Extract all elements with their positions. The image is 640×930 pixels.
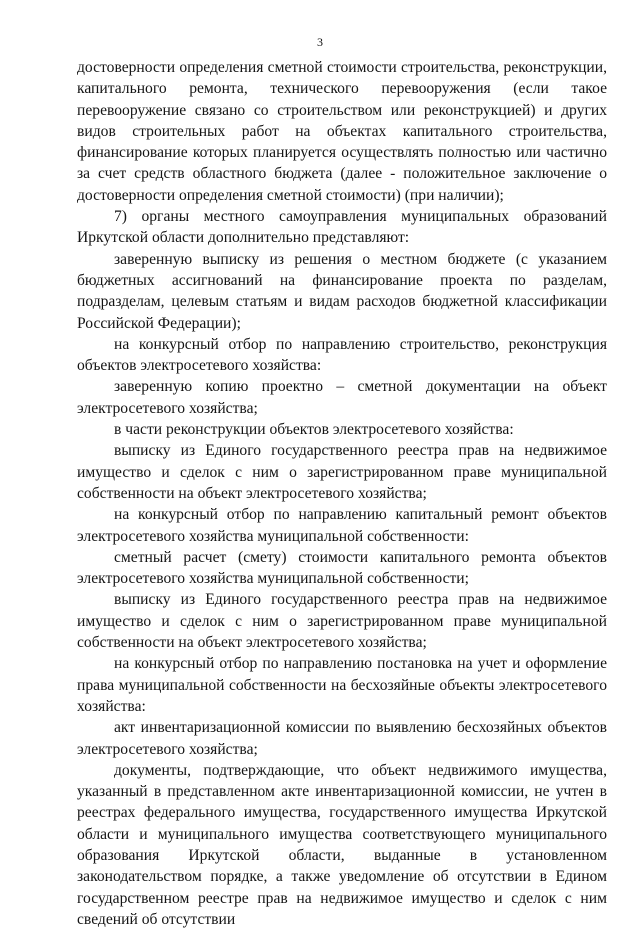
paragraph-inventory-act: акт инвентаризационной комиссии по выявлению бесхозяйных объектов электросетевого хозяйства; bbox=[77, 719, 607, 758]
paragraph-estimate-calculation: сметный расчет (смету) стоимости капитального ремонта объектов электросетевого хозяйства муниципальной собственности; bbox=[77, 548, 607, 588]
paragraph-item-7: 7) органы местного самоуправления муниципальных образований Иркутской области дополнительно представляют: bbox=[77, 208, 607, 247]
document-body bbox=[77, 57, 607, 930]
paragraph-budget-extract: заверенную выписку из решения о местном бюджете (с указанием бюджетных ассигнований на финансирование проекта по разделам, подразделам, целевым статьям и видам расходов бюджетной классификации Российской Федерации); bbox=[77, 250, 607, 332]
paragraph-ownerless-registration-selection: на конкурсный отбор по направлению постановка на учет и оформление права муниципальной собственности на бесхозяйные объекты электросетевого хозяйства: bbox=[77, 655, 607, 715]
paragraph-supporting-documents: документы, подтверждающие, что объект недвижимого имущества, указанный в представленном акте инвентаризационной комиссии, не учтен в реестрах федерального имущества, государственного имущества Иркутской области и муниципального имущества соответствующего муниципального образования Иркутской области, выданные в установленном законодательством порядке, а также уведомление об отсутствии в Едином государственном реестре прав на недвижимое имущество и сделок с ним сведений об отсутствии bbox=[77, 761, 607, 928]
paragraph-design-estimate-copy: заверенную копию проектно – сметной документации на объект электросетевого хозяйства; bbox=[77, 378, 607, 417]
page-number: 3 bbox=[317, 35, 323, 49]
paragraph-registry-extract-2: выписку из Единого государственного реестра прав на недвижимое имущество и сделок с ним о зарегистрированном праве муниципальной собственности на объект электросетевого хозяйства; bbox=[77, 591, 607, 652]
paragraph-continued-conclusion: достоверности определения сметной стоимости строительства, реконструкции, капитального ремонта, технического перевооружения (если такое перевооружение связано со строительством или реконструкцией) и других видов строительных работ на объектах капитального строительства, финансирование которых планируется осуществлять полностью или частично за счет средств областного бюджета (далее - положительное заключение о достоверности определения сметной стоимости) (при наличии); bbox=[77, 59, 607, 204]
paragraph-capital-repair-selection: на конкурсный отбор по направлению капитальный ремонт объектов электросетевого хозяйства муниципальной собственности: bbox=[77, 506, 607, 545]
paragraph-registry-extract-1: выписку из Единого государственного реестра прав на недвижимое имущество и сделок с ним о зарегистрированном праве муниципальной собственности на объект электросетевого хозяйства; bbox=[77, 442, 607, 502]
paragraph-construction-selection: на конкурсный отбор по направлению строительство, реконструкция объектов электросетевого хозяйства: bbox=[77, 335, 607, 375]
paragraph-reconstruction: в части реконструкции объектов электросетевого хозяйства: bbox=[114, 421, 514, 439]
